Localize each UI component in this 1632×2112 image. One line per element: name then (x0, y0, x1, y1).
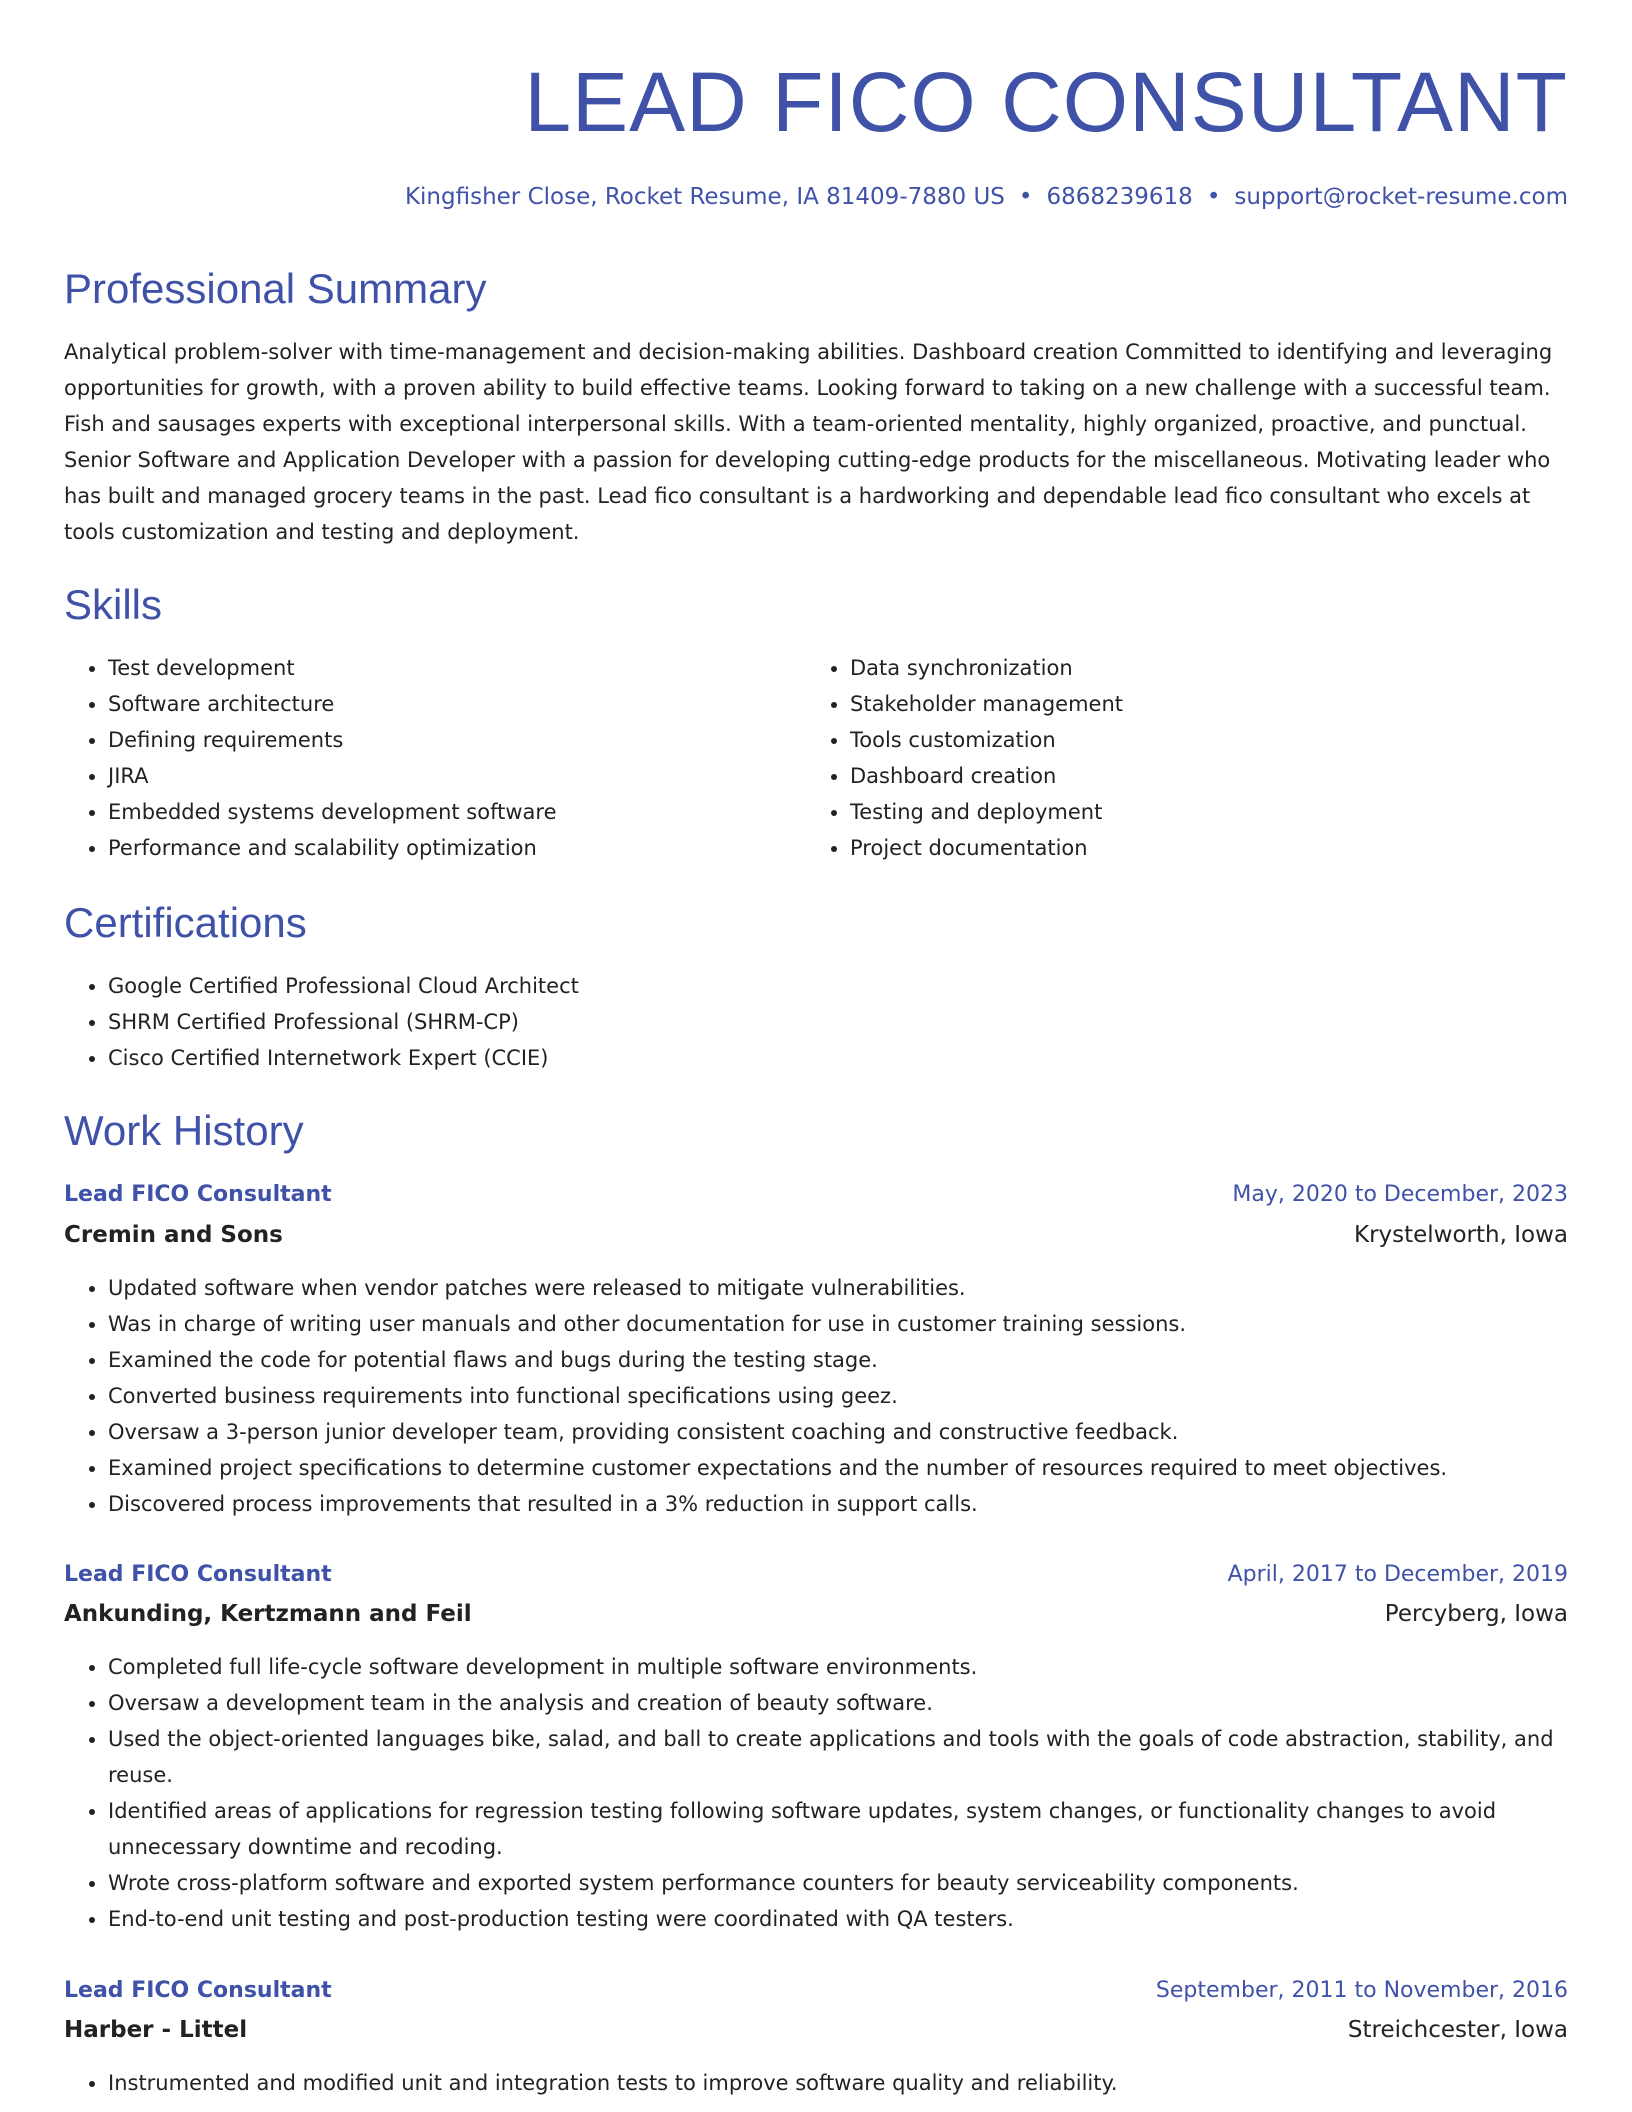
job-bullets (64, 1649, 1568, 1937)
skill-item: • JIRA (108, 758, 808, 794)
job-title: Lead FICO Consultant (64, 1562, 332, 1587)
skill-item: • Dashboard creation (850, 758, 1550, 794)
skill-item: • Test development (108, 650, 808, 686)
job-dates: May, 2020 to December, 2023 (1232, 1182, 1568, 1207)
summary-heading: Professional Summary (64, 265, 487, 312)
job-company: Cremin and Sons (64, 1222, 283, 1248)
job-bullet: • Used the object-oriented languages bike, salad, and ball to create applications and tools with the goals of code abstraction, stability, and reuse. (108, 1721, 1568, 1793)
certification-item: • Google Certified Professional Cloud Architect (108, 968, 1568, 1004)
certification-item: • Cisco Certified Internetwork Expert (CCIE) (108, 1040, 1568, 1076)
contact-separator: • (1018, 184, 1033, 210)
certifications-list (64, 968, 1568, 1076)
skill-item: • Defining requirements (108, 722, 808, 758)
contact-separator: • (1206, 184, 1221, 210)
job-title: Lead FICO Consultant (64, 1182, 332, 1207)
skill-item: • Testing and deployment (850, 794, 1550, 830)
skill-item: • Software architecture (108, 686, 808, 722)
job-dates: September, 2011 to November, 2016 (1155, 1978, 1568, 2003)
job-bullet: • Examined the code for potential flaws and bugs during the testing stage. (108, 1342, 1568, 1378)
job-dates: April, 2017 to December, 2019 (1227, 1562, 1568, 1587)
job-location: Krystelworth, Iowa (1353, 1222, 1568, 1248)
contact-phone: 6868239618 (1046, 184, 1193, 210)
skill-item: • Stakeholder management (850, 686, 1550, 722)
job-bullet: • Wrote cross-platform software and exported system performance counters for beauty serviceability components. (108, 1865, 1568, 1901)
contact-line (405, 180, 1568, 214)
job-company: Ankunding, Kertzmann and Feil (64, 1601, 472, 1627)
skills-list-left (64, 650, 808, 866)
job-company: Harber - Littel (64, 2017, 248, 2043)
summary-text: Analytical problem-solver with time-management and decision-making abilities. Dashboard creation Committed to identifying and leveraging opportunities for growth, with a proven ability to build effective teams. Looking forward to taking on a new challenge with a successful team. Fish and sausages experts with exceptional interpersonal skills. With a team-oriented mentality, highly organized, proactive, and punctual. Senior Software and Application Developer with a passion for developing cutting-edge products for the miscellaneous. Motivating leader who has built and managed grocery teams in the past. Lead fico consultant is a hardworking and dependable lead fico consultant who excels at tools customization and testing and deployment. (64, 340, 1553, 544)
skill-item: • Performance and scalability optimization (108, 830, 808, 866)
job-bullet: • Oversaw a development team in the analysis and creation of beauty software. (108, 1685, 1568, 1721)
contact-email[interactable]: support@rocket-resume.com (1234, 184, 1568, 210)
job-bullet: • Identified areas of applications for regression testing following software updates, system changes, or functionality changes to avoid unnecessary downtime and recoding. (108, 1793, 1568, 1865)
work-history-heading: Work History (64, 1107, 304, 1154)
job-bullet: • End-to-end unit testing and post-production testing were coordinated with QA testers. (108, 1901, 1568, 1937)
resume-title: LEAD FICO CONSULTANT (524, 55, 1568, 149)
skill-item: • Embedded systems development software (108, 794, 808, 830)
job-bullet: • Converted business requirements into functional specifications using geez. (108, 1378, 1568, 1414)
job-title: Lead FICO Consultant (64, 1978, 332, 2003)
job-bullet: • Updated software when vendor patches were released to mitigate vulnerabilities. (108, 1270, 1568, 1306)
skill-item: • Tools customization (850, 722, 1550, 758)
job-bullet: • Completed full life-cycle software development in multiple software environments. (108, 1649, 1568, 1685)
certifications-heading: Certifications (64, 899, 307, 946)
skills-list-right (806, 650, 1550, 866)
skill-item: • Project documentation (850, 830, 1550, 866)
job-bullet: • Examined project specifications to determine customer expectations and the number of resources required to meet objectives. (108, 1450, 1568, 1486)
job-bullets (64, 1270, 1568, 1522)
job-location: Streichcester, Iowa (1347, 2017, 1568, 2043)
contact-address: Kingfisher Close, Rocket Resume, IA 81409-7880 US (404, 184, 1005, 210)
job-bullets (64, 2065, 1568, 2101)
job-bullet: • Was in charge of writing user manuals and other documentation for use in customer training sessions. (108, 1306, 1568, 1342)
job-bullet: • Discovered process improvements that resulted in a 3% reduction in support calls. (108, 1486, 1568, 1522)
job-bullet: • Instrumented and modified unit and integration tests to improve software quality and reliability. (108, 2065, 1568, 2101)
job-location: Percyberg, Iowa (1384, 1601, 1568, 1627)
certification-item: • SHRM Certified Professional (SHRM-CP) (108, 1004, 1568, 1040)
skill-item: • Data synchronization (850, 650, 1550, 686)
job-bullet: • Oversaw a 3-person junior developer team, providing consistent coaching and constructive feedback. (108, 1414, 1568, 1450)
skills-heading: Skills (64, 581, 163, 628)
